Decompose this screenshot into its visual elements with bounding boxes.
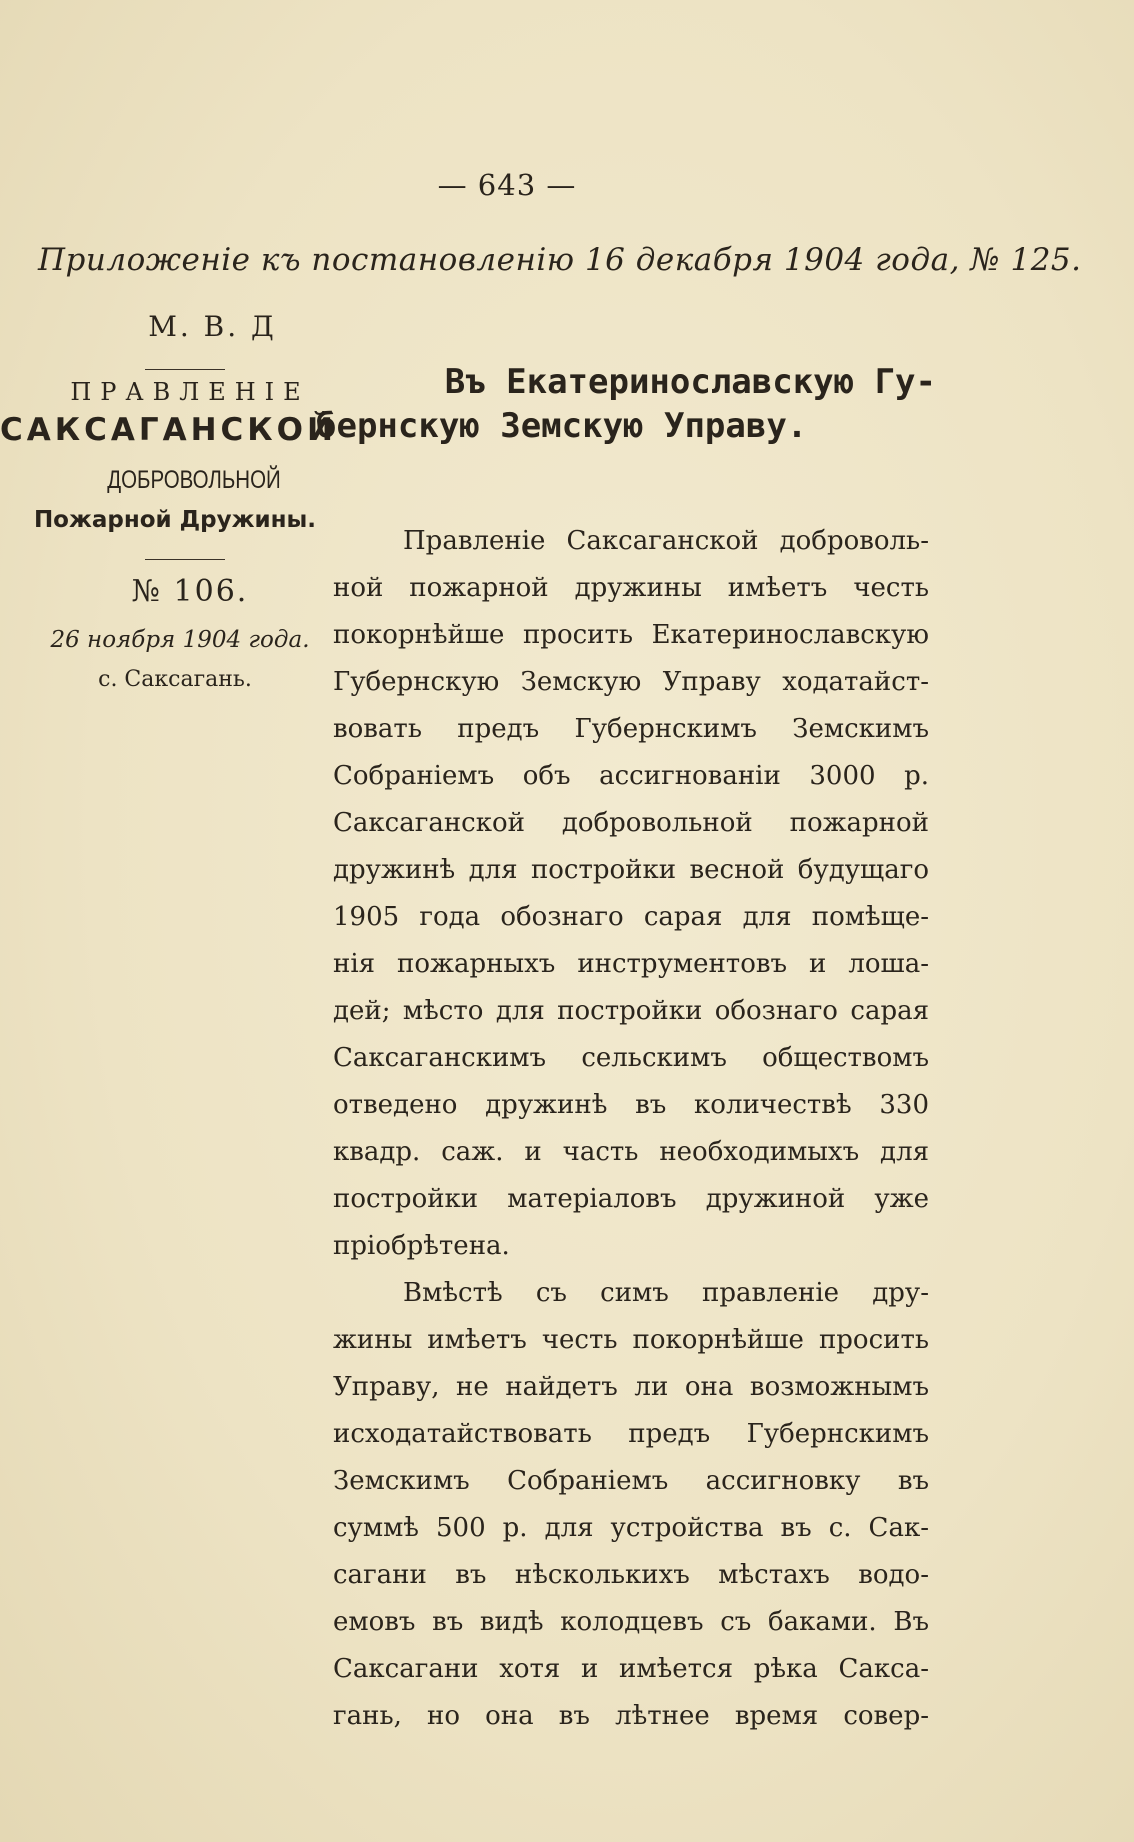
body-line: сагани въ нѣсколькихъ мѣстахъ водо- — [333, 1560, 929, 1590]
page-number: — 643 — — [437, 168, 577, 202]
body-line: емовъ въ видѣ колодцевъ съ баками. Въ — [333, 1607, 929, 1637]
body-line: пріобрѣтена. — [333, 1231, 510, 1261]
body-line: суммѣ 500 р. для устройства въ с. Сак- — [333, 1513, 929, 1543]
addressee-line: бернскую Земскую Управу. — [316, 406, 808, 446]
body-line: нія пожарныхъ инструментовъ и лоша- — [333, 949, 929, 979]
organization-name: САКСАГАНСКОЙ — [0, 412, 337, 448]
body-line: отведено дружинѣ въ количествѣ 330 — [333, 1090, 929, 1120]
addressee — [316, 360, 936, 448]
voluntary-label: ДОБРОВОЛЬНОЙ — [107, 466, 281, 494]
body-line: квадр. саж. и часть необходимыхъ для — [333, 1137, 929, 1167]
board-label: ПРАВЛЕНІЕ — [70, 378, 310, 406]
divider — [145, 369, 225, 370]
body-line: покорнѣйше просить Екатеринославскую — [333, 620, 929, 650]
body-line: Саксаганскимъ сельскимъ обществомъ — [333, 1043, 929, 1073]
addressee-line: Въ Екатеринославскую Гу- — [444, 362, 936, 402]
body-line: ной пожарной дружины имѣетъ честь — [333, 573, 929, 603]
body-line: жины имѣетъ честь покорнѣйше просить — [333, 1325, 929, 1355]
body-line: Правленіе Саксаганской доброволь- — [403, 526, 929, 556]
divider — [145, 559, 225, 560]
body-line: Саксаганской добровольной пожарной — [333, 808, 929, 838]
body-line: гань, но она въ лѣтнее время совер- — [333, 1701, 929, 1731]
document-place: с. Саксагань. — [98, 667, 252, 692]
document-date: 26 ноября 1904 года. — [50, 627, 310, 653]
document-number: № 106. — [131, 574, 249, 609]
body-line: дей; мѣсто для постройки обознаго сарая — [333, 996, 929, 1026]
body-line: Земскимъ Собраніемъ ассигновку въ — [333, 1466, 929, 1496]
body-line: Губернскую Земскую Управу ходатайст- — [333, 667, 929, 697]
body-line: исходатайствовать предъ Губернскимъ — [333, 1419, 929, 1449]
body-line: постройки матеріаловъ дружиной уже — [333, 1184, 929, 1214]
brigade-label: Пожарной Дружины. — [33, 507, 317, 533]
body-line: Собраніемъ объ ассигнованіи 3000 р. — [333, 761, 929, 791]
body-line: Управу, не найдетъ ли она возможнымъ — [333, 1372, 929, 1402]
body-line: вовать предъ Губернскимъ Земскимъ — [333, 714, 929, 744]
appendix-title: Приложеніе къ постановленію 16 декабря 1904 года, № 125. — [38, 242, 1082, 278]
body-line: 1905 года обознаго сарая для помѣще- — [333, 902, 929, 932]
sender-block — [0, 310, 337, 692]
ministry-label: М. В. Д — [148, 310, 277, 343]
body-line: Вмѣстѣ съ симъ правленіе дру- — [403, 1278, 929, 1308]
body-line: Саксагани хотя и имѣется рѣка Сакса- — [333, 1654, 929, 1684]
letter-body — [333, 518, 929, 1740]
body-line: дружинѣ для постройки весной будущаго — [333, 855, 929, 885]
